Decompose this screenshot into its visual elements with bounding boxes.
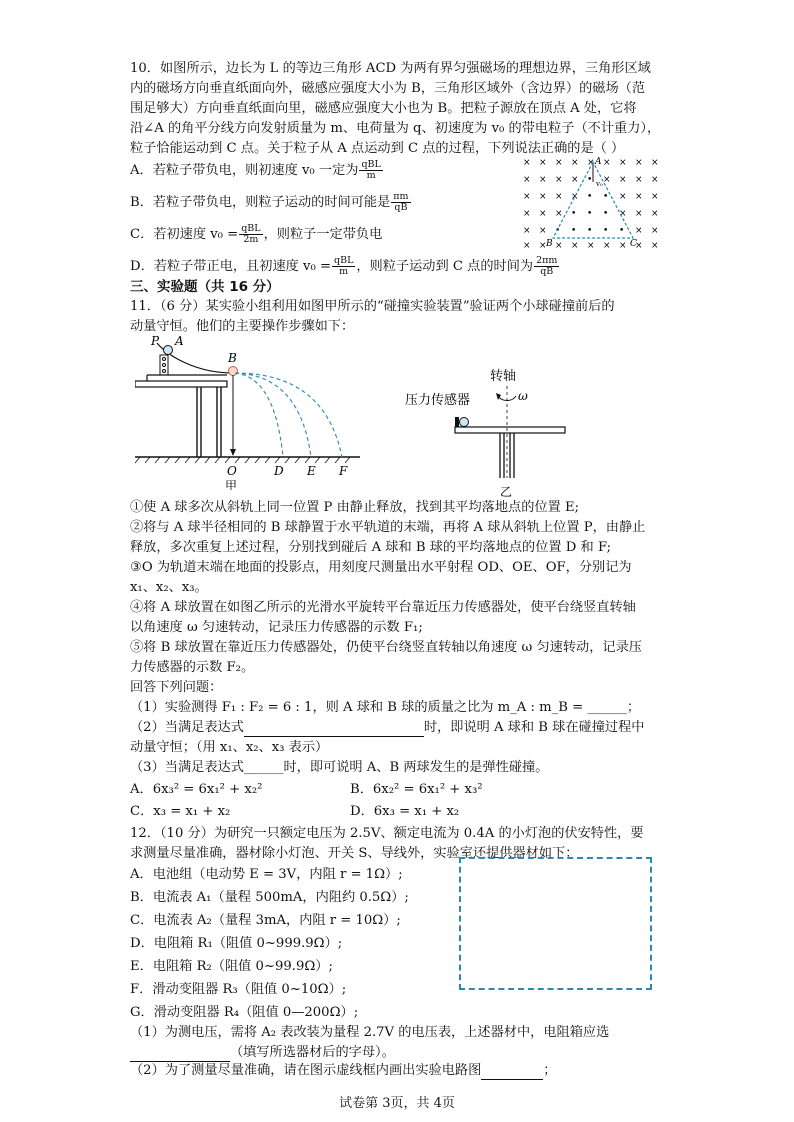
- field-dot: •: [619, 226, 625, 236]
- field-cross: ×: [635, 158, 643, 168]
- field-cross: ×: [603, 241, 611, 248]
- q11-step-5b: 力传感器的示数 F₂。: [130, 660, 255, 675]
- field-cross: ×: [619, 175, 627, 185]
- q11-sub2: （2）当满足表达式 时，即说明 A 球和 B 球在碰撞过程中: [130, 720, 645, 735]
- field-cross: ×: [555, 158, 563, 168]
- q12-item-f: F．滑动变阻器 R₃（阻值 0~10Ω）;: [130, 982, 347, 997]
- fraction: $\frac{\pi m}{qB}$: [393, 191, 409, 213]
- q12-sub2: （2）为了测量尽量准确，请在图示虚线框内画出实验电路图 ；: [130, 1063, 557, 1078]
- q10-option-c: C．若初速度 v₀ = $\frac{\text{qBL}}{2m}$ ，则粒子一定带负电: [130, 223, 383, 245]
- q11-step-1: ①使 A 球多次从斜轨上同一位置 P 由静止释放，找到其平均落地点的位置 E;: [130, 500, 580, 515]
- field-cross: ×: [587, 158, 595, 168]
- rotating-platform-figure: [400, 360, 570, 500]
- q11-answer-prompt: 回答下列问题：: [130, 680, 223, 695]
- field-cross: ×: [651, 175, 659, 185]
- field-cross: ×: [539, 175, 547, 185]
- field-dot: •: [555, 226, 561, 236]
- field-cross: ×: [635, 192, 643, 202]
- fraction: $\frac{\text{qBL}}{m}$: [361, 159, 381, 181]
- q10-line-4: 沿∠A 的角平分线方向发射质量为 m、电荷量为 q、初速度为 v₀ 的带电粒子（不计重力），: [130, 121, 661, 136]
- q10-option-b: B．若粒子带负电，则粒子运动的时间可能是 $\frac{\pi m}{qB}$: [130, 191, 409, 213]
- field-cross: ×: [571, 175, 579, 185]
- label-a: A: [175, 335, 184, 348]
- label-axis: 转轴: [490, 369, 517, 384]
- label-omega: ω: [518, 389, 528, 403]
- q12-item-c: C．电流表 A₂（量程 3mA，内阻 r = 10Ω）;: [130, 913, 401, 928]
- field-cross: ×: [571, 192, 579, 202]
- field-cross: ×: [523, 158, 531, 168]
- label-d: D: [274, 464, 284, 478]
- q11-option-c: C．x₃ = x₁ + x₂: [130, 804, 231, 819]
- fraction: $\frac{\text{qBL}}{2m}$: [241, 223, 261, 245]
- label-c: C: [630, 239, 637, 248]
- q11-option-b: B．6x₂² = 6x₁² + x₃²: [350, 782, 483, 797]
- q11-step-3b: x₁、x₂、x₃。: [130, 580, 208, 595]
- field-dot: •: [571, 209, 577, 219]
- q11-step-4a: ④将 A 球放置在如图乙所示的光滑水平旋转平台靠近压力传感器处，使平台绕竖直转轴: [130, 600, 636, 615]
- field-cross: ×: [523, 192, 531, 202]
- q12-intro-1: 12．（10 分）为研究一只额定电压为 2.5V、额定电流为 0.4A 的小灯泡的伏安特性，要: [130, 826, 644, 841]
- q10-line-2: 内的磁场方向垂直纸面向外，磁感应强度大小为 B，三角形区域外（含边界）的磁场（范: [130, 81, 646, 96]
- q12-item-g: G．滑动变阻器 R₄（阻值 0—200Ω）;: [130, 1005, 359, 1020]
- field-cross: ×: [651, 226, 659, 236]
- fraction: $\frac{\text{qBL}}{m}$: [334, 255, 354, 277]
- answer-blank: [481, 1065, 543, 1080]
- field-cross: ×: [651, 192, 659, 202]
- field-cross: ×: [539, 158, 547, 168]
- label-sensor: 压力传感器: [405, 393, 471, 408]
- q12-intro-2: 求测量尽量准确，器材除小灯泡、开关 S、导线外，实验室还提供器材如下：: [130, 846, 579, 861]
- label-p: P: [151, 335, 160, 348]
- field-dot: •: [603, 192, 609, 202]
- caption-yi: 乙: [500, 485, 513, 499]
- q11-step-5a: ⑤将 B 球放置在靠近压力传感器处，仍使平台绕竖直转轴以角速度 ω 匀速转动，记录压: [130, 640, 642, 655]
- field-dot: •: [587, 226, 593, 236]
- fraction: $\frac{2\pi m}{qB}$: [536, 255, 558, 277]
- field-cross: ×: [555, 241, 563, 248]
- ball-on-platform: [460, 418, 469, 427]
- answer-blank: [244, 722, 424, 737]
- field-cross: ×: [539, 209, 547, 219]
- q11-sub2-cont: 动量守恒；（用 x₁、x₂、x₃ 表示）: [130, 740, 329, 755]
- field-cross: ×: [539, 226, 547, 236]
- label-e: E: [307, 464, 316, 478]
- field-cross: ×: [635, 209, 643, 219]
- field-cross: ×: [635, 175, 643, 185]
- q10-line-1: 10．如图所示，边长为 L 的等边三角形 ACD 为两有界匀强磁场的理想边界，三角形区域: [130, 61, 651, 76]
- field-cross: ×: [539, 241, 547, 248]
- field-cross: ×: [571, 158, 579, 168]
- q12-sub1-cont: （填写所选器材后的字母）。: [130, 1044, 395, 1062]
- collision-apparatus-figure: [135, 335, 365, 490]
- field-cross: ×: [555, 175, 563, 185]
- q10-line-5: 粒子恰能运动到 C 点。关于粒子从 A 点运动到 C 点的过程，下列说法正确的是（ ）: [130, 141, 625, 156]
- q11-sub3: （3）当满足表达式______时，即可说明 A、B 两球发生的是弹性碰撞。: [130, 760, 549, 775]
- label-v0: v₀: [596, 180, 603, 188]
- q12-item-d: D．电阻箱 R₁（阻值 0~999.9Ω）;: [130, 936, 343, 951]
- q11-option-a: A．6x₃² = 6x₁² + x₂²: [130, 782, 263, 797]
- q11-sub1: （1）实验测得 F₁ : F₂ = 6 : 1，则 A 球和 B 球的质量之比为 m_A : m_B = ______；: [130, 700, 641, 715]
- field-cross: ×: [539, 192, 547, 202]
- field-dot: •: [587, 192, 593, 202]
- q11-option-d: D．6x₃ = x₁ + x₂: [350, 804, 460, 819]
- field-dot: •: [603, 209, 609, 219]
- ball-b: [229, 367, 238, 376]
- q11-step-2b: 释放，多次重复上述过程，分别找到碰后 A 球和 B 球的平均落地点的位置 D 和 F;: [130, 540, 612, 555]
- q10-option-d: D．若粒子带正电，且初速度 v₀ = $\frac{\text{qBL}}{m}$ ，则粒子运动到 C 点的时间为 $\frac{2\pi m}{qB}$: [130, 255, 558, 277]
- q11-step-2a: ②将与 A 球半径相同的 B 球静置于水平轨道的末端，再将 A 球从斜轨上位置 P，由静止: [130, 520, 646, 535]
- circuit-diagram-box[interactable]: [459, 857, 652, 990]
- field-cross: ×: [587, 241, 595, 248]
- field-cross: ×: [555, 192, 563, 202]
- field-cross: ×: [619, 209, 627, 219]
- q11-step-4b: 以角速度 ω 匀速转动，记录压力传感器的示数 F₁;: [130, 620, 423, 635]
- label-f: F: [339, 464, 348, 478]
- label-b: B: [228, 351, 237, 365]
- label-o: O: [227, 464, 237, 478]
- field-cross: ×: [635, 226, 643, 236]
- field-cross: ×: [619, 192, 627, 202]
- magnetic-field-figure: [520, 152, 660, 248]
- field-cross: ×: [603, 158, 611, 168]
- q10-line-3: 围足够大）方向垂直纸面向里，磁感应强度大小也为 B。把粒子源放在顶点 A 处，它将: [130, 101, 637, 116]
- q12-item-a: A．电池组（电动势 E = 3V，内阻 r = 1Ω）;: [130, 867, 403, 882]
- section-title: 三、实验题（共 16 分）: [130, 279, 280, 295]
- label-b: B: [546, 239, 553, 248]
- q12-sub1: （1）为测电压，需将 A₂ 表改装为量程 2.7V 的电压表，上述器材中，电阻箱应选: [130, 1025, 610, 1040]
- field-cross: ×: [523, 226, 531, 236]
- q10-option-a: A．若粒子带负电，则初速度 v₀ 一定为 $\frac{\text{qBL}}{m}$: [130, 159, 381, 181]
- page-footer: 试卷第 3页，共 4页: [339, 1096, 455, 1111]
- field-cross: ×: [523, 175, 531, 185]
- label-a: A: [595, 157, 602, 167]
- ball-a: [164, 346, 173, 355]
- field-cross: ×: [635, 241, 643, 248]
- caption-jia: 甲: [225, 479, 238, 490]
- field-cross: ×: [651, 209, 659, 219]
- field-cross: ×: [651, 158, 659, 168]
- field-cross: ×: [651, 241, 659, 248]
- field-cross: ×: [555, 209, 563, 219]
- field-cross: ×: [523, 209, 531, 219]
- field-cross: ×: [619, 241, 627, 248]
- field-cross: ×: [603, 175, 611, 185]
- field-dot: •: [603, 226, 609, 236]
- field-dot: •: [587, 175, 593, 185]
- q12-item-b: B．电流表 A₁（量程 500mA，内阻约 0.5Ω）;: [130, 890, 409, 905]
- q11-step-3a: ③O 为轨道末端在地面的投影点，用刻度尺测量出水平射程 OD、OE、OF，分别记为: [130, 560, 632, 575]
- q11-intro-1: 11．（6 分）某实验小组利用如图甲所示的“碰撞实验装置”验证两个小球碰撞前后的: [130, 299, 615, 314]
- q11-intro-2: 动量守恒。他们的主要操作步骤如下：: [130, 319, 355, 334]
- field-dot: •: [587, 209, 593, 219]
- answer-blank: [130, 1047, 230, 1062]
- field-dot: •: [571, 226, 577, 236]
- field-cross: ×: [571, 241, 579, 248]
- field-cross: ×: [523, 241, 531, 248]
- field-cross: ×: [619, 158, 627, 168]
- q12-item-e: E．电阻箱 R₂（阻值 0~99.9Ω）;: [130, 959, 333, 974]
